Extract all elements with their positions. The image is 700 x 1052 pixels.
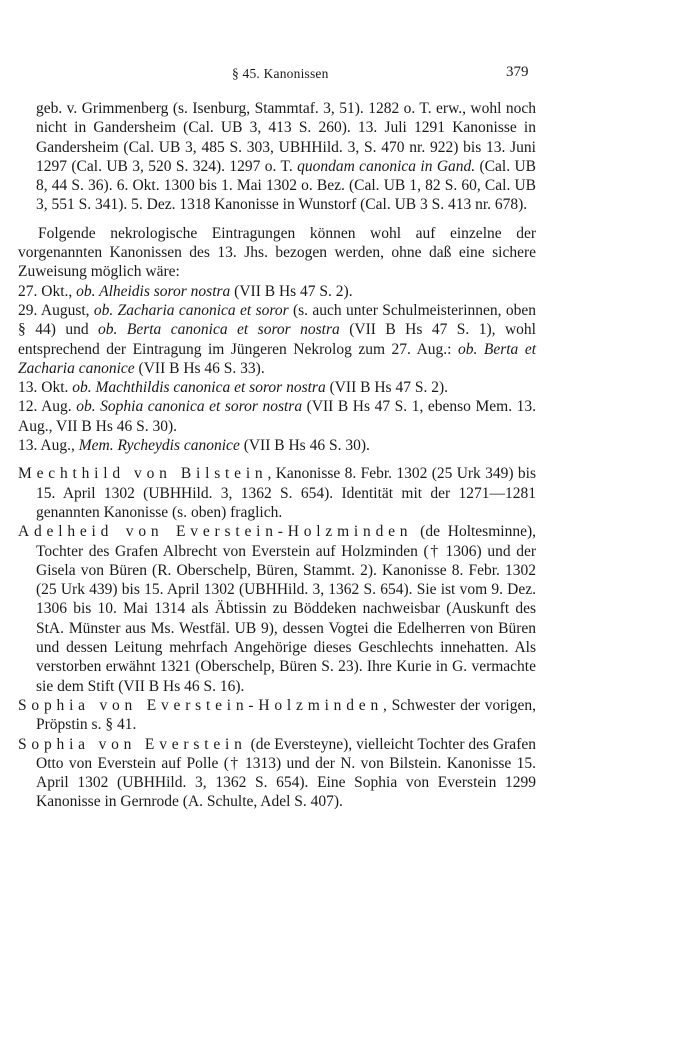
obit-entry: 13. Aug., Mem. Rycheydis canonice (VII B Hs 46 S. 30). bbox=[18, 437, 370, 455]
canoness-entries bbox=[18, 464, 536, 811]
person-name: Sophia von Everstein-Holzminden bbox=[18, 696, 384, 714]
continued-entry: geb. v. Grimmenberg (s. Isenburg, Stammtaf. 3, 51). 1282 o. T. erw., wohl noch nicht in Gandersheim (Cal. UB 3, 413 S. 260). 13. Juli 1291 Kanonisse in Gandersheim (Cal. UB 3, 485 S. 303, UBHHild. 3, S. 470 nr. 922) bis 13. Juni 1297 (Cal. UB 3, 520 S. 324). 1297 o. T. quondam canonica in Gand. (Cal. UB 8, 44 S. 36). 6. Okt. 1300 bis 1. Mai 1302 o. Bez. (Cal. UB 1, 82 S. 60, Cal. UB 3, 551 S. 341). 5. Dez. 1318 Kanonisse in Wunstorf (Cal. UB 3 S. 413 nr. 678). bbox=[36, 100, 536, 214]
obit-entry: 12. Aug. ob. Sophia canonica et soror nostra (VII B Hs 47 S. 1, ebenso Mem. 13. Aug., VII B Hs 46 S. 30). bbox=[18, 398, 537, 435]
person-name: Adelheid von Everstein-Holzminden bbox=[18, 523, 413, 541]
obit-entry: 13. Okt. ob. Machthildis canonica et soror nostra (VII B Hs 47 S. 2). bbox=[18, 379, 448, 397]
running-head: § 45. Kanonissen bbox=[232, 66, 329, 81]
canoness-entry: Sophia von Everstein-Holzminden, Schwester der vorigen, Pröpstin s. § 41. bbox=[18, 696, 536, 734]
canoness-entry: Mechthild von Bilstein, Kanonisse 8. Febr. 1302 (25 Urk 349) bis 15. April 1302 (UBHHild. 3, 1362 S. 654). Identität mit der 1271—1281 genannten Kanonisse (s. oben) fraglich. bbox=[18, 465, 536, 521]
canoness-entry: Adelheid von Everstein-Holzminden (de Holtesminne), Tochter des Grafen Albrecht von Everstein auf Holzminden († 1306) und der Gisela von Büren (R. Oberschelp, Büren, Stammt. 2). Kanonisse 8. Febr. 1302 (25 Urk 439) bis 15. April 1302 (UBHHild. 3, 1362 S. 654). Sie ist vom 9. Dez. 1306 bis 10. Mai 1314 als Äbtissin zu Böddeken nachweisbar (Auskunft des StA. Münster aus Ms. Westfäl. UB 9), dessen Vogtei die Edelherren von Büren und dessen Leitung mehrfach Angehörige dieses Geschlechts innehatten. Als verstorben erwähnt 1321 (Oberschelp, Büren S. 23). Ihre Kurie in G. vermachte sie dem Stift (VII B Hs 46 S. 16). bbox=[18, 523, 536, 695]
person-name: Sophia von Everstein bbox=[18, 735, 247, 753]
page-number: 379 bbox=[506, 64, 529, 80]
canoness-entry: Sophia von Everstein (de Eversteyne), vielleicht Tochter des Grafen Otto von Everstein auf Polle († 1313) und der N. von Bilstein. Kanonisse 15. April 1302 (UBHHild. 3, 1362 S. 654). Eine Sophia von Everstein 1299 Kanonisse in Gernrode (A. Schulte, Adel S. 407). bbox=[18, 735, 536, 811]
body-text bbox=[18, 99, 536, 812]
obit-entry: 27. Okt., ob. Alheidis soror nostra (VII B Hs 47 S. 2). bbox=[18, 282, 353, 300]
obit-entry: 29. August, ob. Zacharia canonica et soror (s. auch unter Schulmeisterinnen, oben § 44) und ob. Berta canonica et soror nostra (VII B Hs 47 S. 1), wohl entsprechend der Eintragung im Jüngeren Nekrolog zum 27. Aug.: ob. Berta et Zacharia canonice (VII B Hs 46 S. 33). bbox=[18, 301, 537, 377]
person-name: Mechthild von Bilstein bbox=[18, 465, 268, 483]
intro-paragraph: Folgende nekrologische Eintragungen können wohl auf einzelne der vorgenannten Kanonissen des 13. Jhs. bezogen werden, ohne daß eine sichere Zuweisung möglich wäre: bbox=[18, 224, 536, 281]
